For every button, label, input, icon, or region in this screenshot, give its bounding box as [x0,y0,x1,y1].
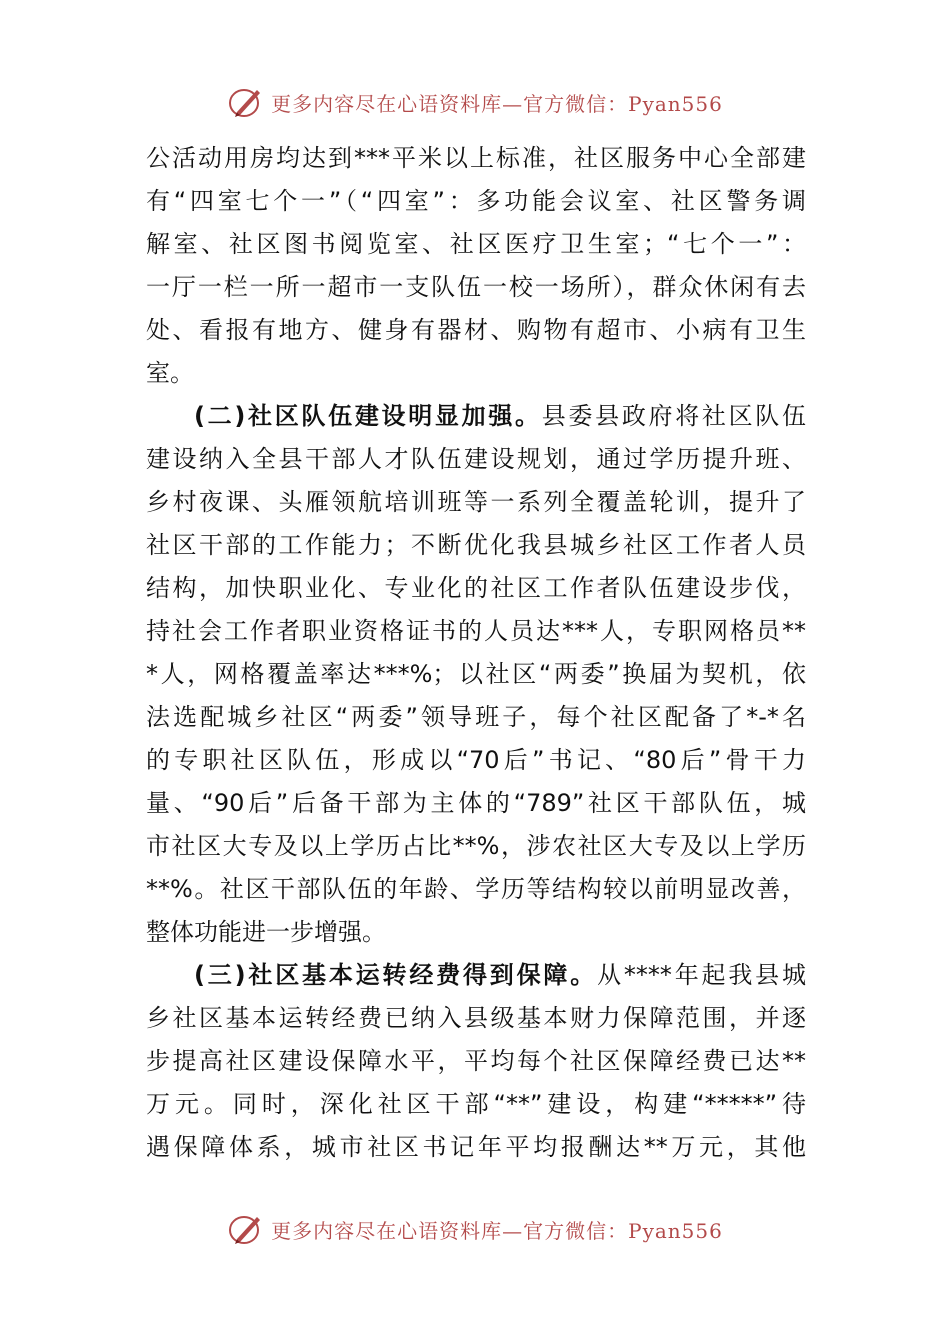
text-line: 整体功能进一步增强。 [146,918,386,946]
text-line: 步提高社区建设保障水平，平均每个社区保障经费已达** [146,1047,806,1075]
section-3-first-line [146,954,806,997]
text-line: 市社区大专及以上学历占比**%，涉农社区大专及以上学历 [146,832,806,860]
text-line: 的专职社区队伍，形成以“70后”书记、“80后”骨干力 [146,746,806,774]
text-line: 结构，加快职业化、专业化的社区工作者队伍建设步伐， [146,574,806,602]
text-line: **%。社区干部队伍的年龄、学历等结构较以前明显改善， [146,875,806,903]
text-line: 一厅一栏一所一超市一支队伍一校一场所），群众休闲有去 [146,273,806,301]
section-3-heading: (三)社区基本运转经费得到保障。 [194,961,598,989]
text-line: 乡社区基本运转经费已纳入县级基本财力保障范围，并逐 [146,1004,806,1032]
section-2-heading: (二)社区队伍建设明显加强。 [194,402,542,430]
text-line: 万元。同时，深化社区干部“**”建设，构建“*****”待 [146,1090,806,1118]
footer-watermark-text: 更多内容尽在心语资料库—官方微信：Pyan556 [271,1218,723,1243]
text-line: 建设纳入全县干部人才队伍建设规划，通过学历提升班、 [146,445,806,473]
text-line: 量、“90后”后备干部为主体的“789”社区干部队伍，城 [146,789,806,817]
pen-logo-icon [227,1211,267,1247]
text-line: 社区干部的工作能力；不断优化我县城乡社区工作者人员 [146,531,806,559]
section-2-first-line-text: 县委县政府将社区队伍 [541,402,806,430]
text-line: 持社会工作者职业资格证书的人员达***人，专职网格员** [146,617,806,645]
header-watermark [0,82,950,122]
text-line: 处、看报有地方、健身有器材、购物有超市、小病有卫生 [146,316,806,344]
text-line: 解室、社区图书阅览室、社区医疗卫生室；“七个一”： [146,230,806,258]
footer-watermark [0,1209,950,1249]
text-line: 乡村夜课、头雁领航培训班等一系列全覆盖轮训，提升了 [146,488,806,516]
section-2-first-line [146,395,806,438]
text-line: *人，网格覆盖率达***%；以社区“两委”换届为契机，依 [146,660,806,688]
text-line: 有“四室七个一”（“四室”：多功能会议室、社区警务调 [146,187,806,215]
text-line: 室。 [146,359,194,387]
document-body [146,137,806,1169]
pen-logo-icon [227,84,267,120]
text-line: 公活动用房均达到***平米以上标准，社区服务中心全部建 [146,144,806,172]
text-line: 遇保障体系，城市社区书记年平均报酬达**万元，其他 [146,1133,806,1161]
section-3-first-line-text: 从****年起我县城 [597,961,806,989]
header-watermark-text: 更多内容尽在心语资料库—官方微信：Pyan556 [271,91,723,116]
text-line: 法选配城乡社区“两委”领导班子，每个社区配备了*-*名 [146,703,806,731]
